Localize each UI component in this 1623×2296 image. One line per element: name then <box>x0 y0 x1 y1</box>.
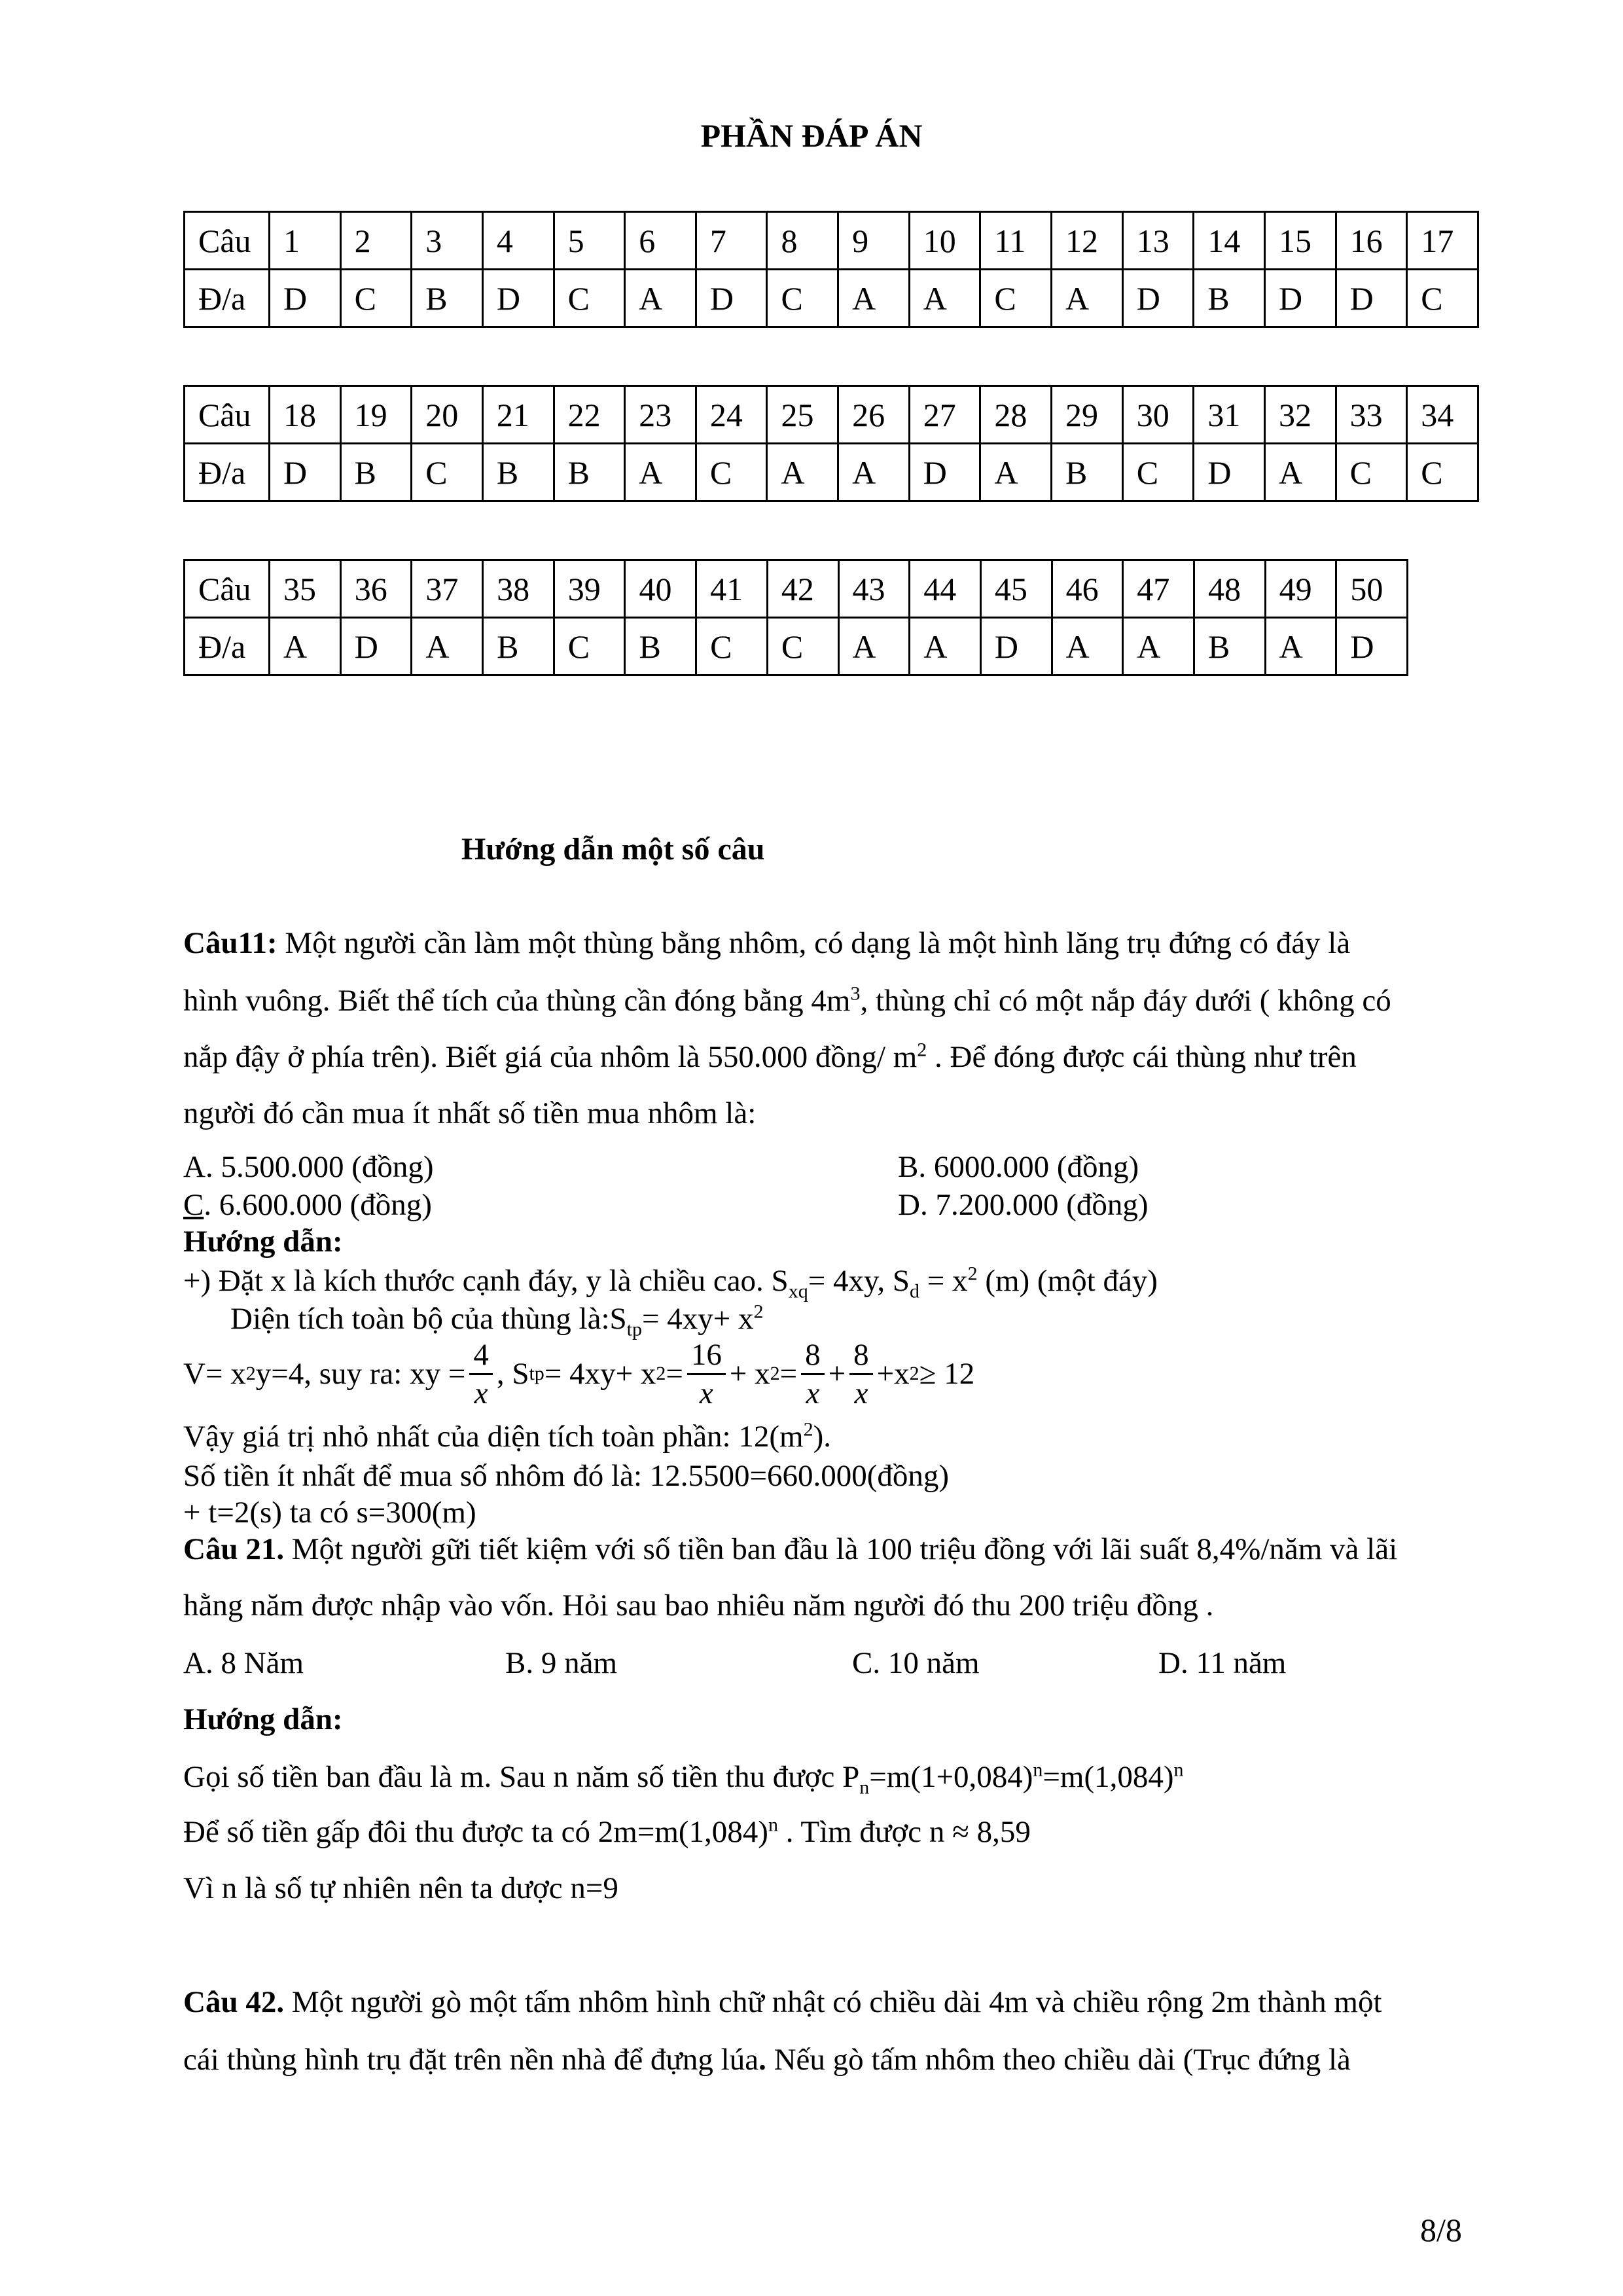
subscript: d <box>910 1280 920 1302</box>
text: = 4xy, S <box>808 1264 910 1298</box>
table-row <box>185 560 1408 618</box>
q11-option-b: B. 6000.000 (đồng) <box>898 1150 1139 1184</box>
q21-guide-line2 <box>183 1814 1031 1850</box>
text: Vậy giá trị nhỏ nhất của diện tích toàn phần: 12(m <box>183 1420 804 1454</box>
q11-line1 <box>183 925 1350 961</box>
text: hình vuông. Biết thể tích của thùng cần đóng bằng 4m <box>183 984 851 1018</box>
table-row <box>185 270 1478 327</box>
text: = 4xy+ x <box>544 1357 656 1391</box>
q21-line2: hằng năm được nhập vào vốn. Hỏi sau bao nhiêu năm người đó thu 200 triệu đồng . <box>183 1588 1214 1623</box>
q11-text: Một người cần làm một thùng bằng nhôm, có dạng là một hình lăng trụ đứng có đáy là <box>277 926 1351 960</box>
table-row <box>185 444 1478 501</box>
text: V= x <box>183 1357 246 1391</box>
q42-line2 <box>183 2042 1351 2077</box>
numerator: 8 <box>849 1336 873 1375</box>
superscript: 2 <box>917 1039 927 1061</box>
question-number-cell: 33 <box>1336 386 1407 444</box>
question-number-cell: 15 <box>1264 212 1336 270</box>
question-number-cell: 43 <box>838 560 910 618</box>
question-number-cell: 46 <box>1052 560 1123 618</box>
question-number-cell: 11 <box>980 212 1052 270</box>
q21-option-b: B. 9 năm <box>505 1646 618 1680</box>
answer-cell: A <box>910 618 981 675</box>
answer-cell: A <box>1052 270 1123 327</box>
text: =m(1+0,084) <box>869 1760 1033 1794</box>
question-number-cell: 41 <box>696 560 768 618</box>
q11-line3 <box>183 1039 1357 1075</box>
text: nắp đậy ở phía trên). Biết giá của nhôm là 550.000 đồng/ m <box>183 1040 918 1074</box>
denominator: x <box>806 1376 820 1410</box>
subscript: xq <box>788 1280 808 1302</box>
text: = <box>666 1357 683 1391</box>
answer-table-2 <box>183 385 1479 502</box>
fraction <box>687 1336 726 1412</box>
table-header-cell: Câu <box>185 386 270 444</box>
q21-text: Một người gữi tiết kiệm với số tiền ban đầu là 100 triệu đồng với lãi suất 8,4%/năm và lãi <box>284 1532 1398 1566</box>
question-number-cell: 37 <box>412 560 483 618</box>
answer-table-1 <box>183 211 1479 328</box>
question-number-cell: 39 <box>554 560 625 618</box>
question-number-cell: 35 <box>270 560 341 618</box>
question-number-cell: 22 <box>554 386 625 444</box>
q11-guide-line6: + t=2(s) ta có s=300(m) <box>183 1496 476 1530</box>
q42-line1 <box>183 1984 1382 2020</box>
text: y=4, suy ra: xy = <box>255 1357 466 1391</box>
question-number-cell: 38 <box>483 560 554 618</box>
q11-option-d: D. 7.200.000 (đồng) <box>898 1188 1149 1222</box>
answer-cell: D <box>340 618 412 675</box>
text: Để số tiền gấp đôi thu được ta có 2m=m(1,084) <box>183 1815 768 1849</box>
answer-cell: A <box>270 618 341 675</box>
question-number-cell: 50 <box>1336 560 1408 618</box>
question-number-cell: 17 <box>1407 212 1478 270</box>
text: +) Đặt x là kích thước cạnh đáy, y là chiều cao. S <box>183 1264 789 1298</box>
q11-guide-line4 <box>183 1419 831 1454</box>
question-number-cell: 4 <box>482 212 554 270</box>
answer-cell: B <box>625 618 696 675</box>
question-number-cell: 40 <box>625 560 696 618</box>
table-header-cell: Câu <box>185 212 270 270</box>
question-number-cell: 26 <box>838 386 910 444</box>
answer-cell: B <box>1194 618 1265 675</box>
fraction <box>801 1336 825 1412</box>
numerator: 4 <box>469 1336 493 1375</box>
numerator: 8 <box>801 1336 825 1375</box>
answer-cell: C <box>1407 444 1478 501</box>
text: . 6.600.000 (đồng) <box>204 1188 432 1222</box>
table-header-cell: Câu <box>185 560 270 618</box>
q11-guide-heading: Hướng dẫn: <box>183 1225 343 1259</box>
question-number-cell: 10 <box>909 212 980 270</box>
q21-line1 <box>183 1532 1397 1567</box>
q11-label: Câu11: <box>183 926 277 960</box>
question-number-cell: 19 <box>340 386 412 444</box>
question-number-cell: 8 <box>767 212 838 270</box>
answer-cell: B <box>1052 444 1123 501</box>
answer-cell: D <box>1336 618 1408 675</box>
q11-option-c <box>183 1187 432 1223</box>
answer-cell: D <box>270 270 341 327</box>
answer-cell: B <box>482 444 554 501</box>
q21-option-d: D. 11 năm <box>1158 1646 1287 1680</box>
fraction <box>849 1336 873 1412</box>
question-number-cell: 21 <box>482 386 554 444</box>
table-header-cell: Đ/a <box>185 444 270 501</box>
question-number-cell: 31 <box>1194 386 1265 444</box>
q11-option-a: A. 5.500.000 (đồng) <box>183 1150 434 1184</box>
answer-cell: B <box>340 444 412 501</box>
answer-cell: D <box>1336 270 1407 327</box>
text: ≥ 12 <box>919 1357 975 1391</box>
q21-option-a: A. 8 Năm <box>183 1646 304 1680</box>
text: (m) (một đáy) <box>977 1264 1158 1298</box>
question-number-cell: 14 <box>1194 212 1265 270</box>
answer-cell: C <box>696 444 767 501</box>
q42-label: Câu 42. <box>183 1985 285 2019</box>
subscript: n <box>859 1776 870 1799</box>
answer-cell: D <box>1264 270 1336 327</box>
answer-cell: C <box>767 270 838 327</box>
answer-cell: C <box>1407 270 1478 327</box>
text: . Tìm được n ≈ 8,59 <box>777 1815 1031 1849</box>
answer-cell: C <box>767 618 838 675</box>
answer-cell: B <box>483 618 554 675</box>
superscript: 2 <box>753 1300 764 1323</box>
table-header-cell: Đ/a <box>185 270 270 327</box>
q21-guide-line1 <box>183 1759 1184 1799</box>
question-number-cell: 16 <box>1336 212 1407 270</box>
answer-cell: A <box>980 444 1052 501</box>
answer-cell: A <box>625 444 696 501</box>
q11-guide-line5: Số tiền ít nhất để mua số nhôm đó là: 12.5500=660.000(đồng) <box>183 1459 950 1493</box>
answer-cell: A <box>838 618 910 675</box>
text: ). <box>813 1420 831 1454</box>
answer-cell: A <box>412 618 483 675</box>
superscript: 3 <box>850 982 861 1005</box>
question-number-cell: 27 <box>909 386 980 444</box>
question-number-cell: 3 <box>412 212 483 270</box>
text: . <box>758 2043 766 2077</box>
answer-cell: D <box>482 270 554 327</box>
page-number: 8/8 <box>1420 2212 1462 2248</box>
question-number-cell: 49 <box>1265 560 1336 618</box>
q21-option-c: C. 10 năm <box>852 1646 980 1680</box>
table-row <box>185 386 1478 444</box>
answer-cell: D <box>270 444 341 501</box>
section-heading: Hướng dẫn một số câu <box>461 832 765 867</box>
answer-cell: C <box>554 618 625 675</box>
text: Diện tích toàn bộ của thùng là:S <box>230 1302 627 1336</box>
question-number-cell: 5 <box>554 212 625 270</box>
question-number-cell: 12 <box>1052 212 1123 270</box>
text: cái thùng hình trụ đặt trên nền nhà để đựng lúa <box>183 2043 759 2077</box>
text: = <box>779 1357 798 1391</box>
numerator: 16 <box>687 1336 726 1375</box>
text: =m(1,084) <box>1043 1760 1174 1794</box>
q21-label: Câu 21. <box>183 1532 285 1566</box>
table-row <box>185 212 1478 270</box>
answer-cell: D <box>1122 270 1194 327</box>
superscript: n <box>768 1814 778 1836</box>
question-number-cell: 29 <box>1052 386 1123 444</box>
question-number-cell: 7 <box>696 212 767 270</box>
answer-cell: A <box>838 270 910 327</box>
superscript: 2 <box>803 1418 813 1441</box>
answer-cell: A <box>1264 444 1336 501</box>
question-number-cell: 25 <box>767 386 838 444</box>
correct-letter: C <box>183 1188 204 1222</box>
question-number-cell: 44 <box>910 560 981 618</box>
answer-cell: C <box>1122 444 1194 501</box>
superscript: n <box>1173 1759 1184 1781</box>
q11-line2 <box>183 983 1391 1018</box>
page-title: PHẦN ĐÁP ÁN <box>700 117 923 154</box>
subscript: tp <box>626 1318 642 1340</box>
text: + x <box>729 1357 770 1391</box>
question-number-cell: 34 <box>1407 386 1478 444</box>
text: = x <box>919 1264 968 1298</box>
fraction <box>469 1336 493 1412</box>
question-number-cell: 28 <box>980 386 1052 444</box>
text: , S <box>496 1357 529 1391</box>
question-number-cell: 30 <box>1122 386 1194 444</box>
question-number-cell: 42 <box>767 560 838 618</box>
answer-cell: D <box>980 618 1052 675</box>
question-number-cell: 36 <box>340 560 412 618</box>
q21-guide-line3: Vì n là số tự nhiên nên ta dược n=9 <box>183 1871 618 1905</box>
question-number-cell: 13 <box>1122 212 1194 270</box>
question-number-cell: 45 <box>980 560 1052 618</box>
answer-table-3 <box>183 559 1408 676</box>
answer-cell: C <box>554 270 625 327</box>
table-row <box>185 618 1408 675</box>
text: = 4xy+ x <box>642 1302 754 1336</box>
question-number-cell: 1 <box>270 212 341 270</box>
text: . Để đóng được cái thùng như trên <box>927 1040 1357 1074</box>
question-number-cell: 47 <box>1123 560 1194 618</box>
text: Gọi số tiền ban đầu là m. Sau n năm số tiền thu được P <box>183 1760 860 1794</box>
answer-cell: A <box>1123 618 1194 675</box>
answer-cell: A <box>767 444 838 501</box>
q11-line4: người đó cần mua ít nhất số tiền mua nhôm là: <box>183 1096 757 1130</box>
question-number-cell: 18 <box>270 386 341 444</box>
question-number-cell: 32 <box>1264 386 1336 444</box>
answer-cell: D <box>1194 444 1265 501</box>
table-header-cell: Đ/a <box>185 618 270 675</box>
answer-cell: A <box>1265 618 1336 675</box>
answer-cell: A <box>1052 618 1123 675</box>
question-number-cell: 24 <box>696 386 767 444</box>
answer-cell: B <box>554 444 625 501</box>
answer-cell: D <box>909 444 980 501</box>
denominator: x <box>699 1376 713 1410</box>
answer-cell: A <box>909 270 980 327</box>
text: Nếu gò tấm nhôm theo chiều dài (Trục đứng là <box>766 2043 1351 2077</box>
superscript: 2 <box>967 1263 978 1285</box>
answer-cell: C <box>696 618 768 675</box>
question-number-cell: 2 <box>340 212 412 270</box>
answer-cell: D <box>696 270 767 327</box>
answer-cell: C <box>412 444 483 501</box>
answer-cell: A <box>625 270 696 327</box>
q42-text: Một người gò một tấm nhôm hình chữ nhật có chiều dài 4m và chiều rộng 2m thành một <box>284 1985 1382 2019</box>
question-number-cell: 6 <box>625 212 696 270</box>
answer-cell: A <box>838 444 910 501</box>
q11-guide-line1 <box>183 1263 1158 1302</box>
question-number-cell: 48 <box>1194 560 1265 618</box>
answer-cell: B <box>1194 270 1265 327</box>
denominator: x <box>854 1376 868 1410</box>
answer-cell: C <box>980 270 1052 327</box>
q21-guide-heading: Hướng dẫn: <box>183 1702 343 1736</box>
answer-cell: B <box>412 270 483 327</box>
answer-cell: C <box>340 270 412 327</box>
denominator: x <box>474 1376 488 1410</box>
text: + <box>828 1357 846 1391</box>
superscript: n <box>1033 1759 1043 1781</box>
text: , thùng chỉ có một nắp đáy dưới ( không có <box>860 984 1391 1018</box>
question-number-cell: 23 <box>625 386 696 444</box>
answer-cell: C <box>1336 444 1407 501</box>
text: +x <box>876 1357 910 1391</box>
question-number-cell: 9 <box>838 212 910 270</box>
q11-guide-formula: V= x 2 y=4, suy ra: xy = $\frac{4}{x}$ , S tp = 4xy+ x 2 = $\frac{16}{x}$ + x 2 = $\frac{8}{x}$ + $\frac{8}{x}$ +x 2 ≥ 12 <box>183 1337 975 1410</box>
question-number-cell: 20 <box>412 386 483 444</box>
